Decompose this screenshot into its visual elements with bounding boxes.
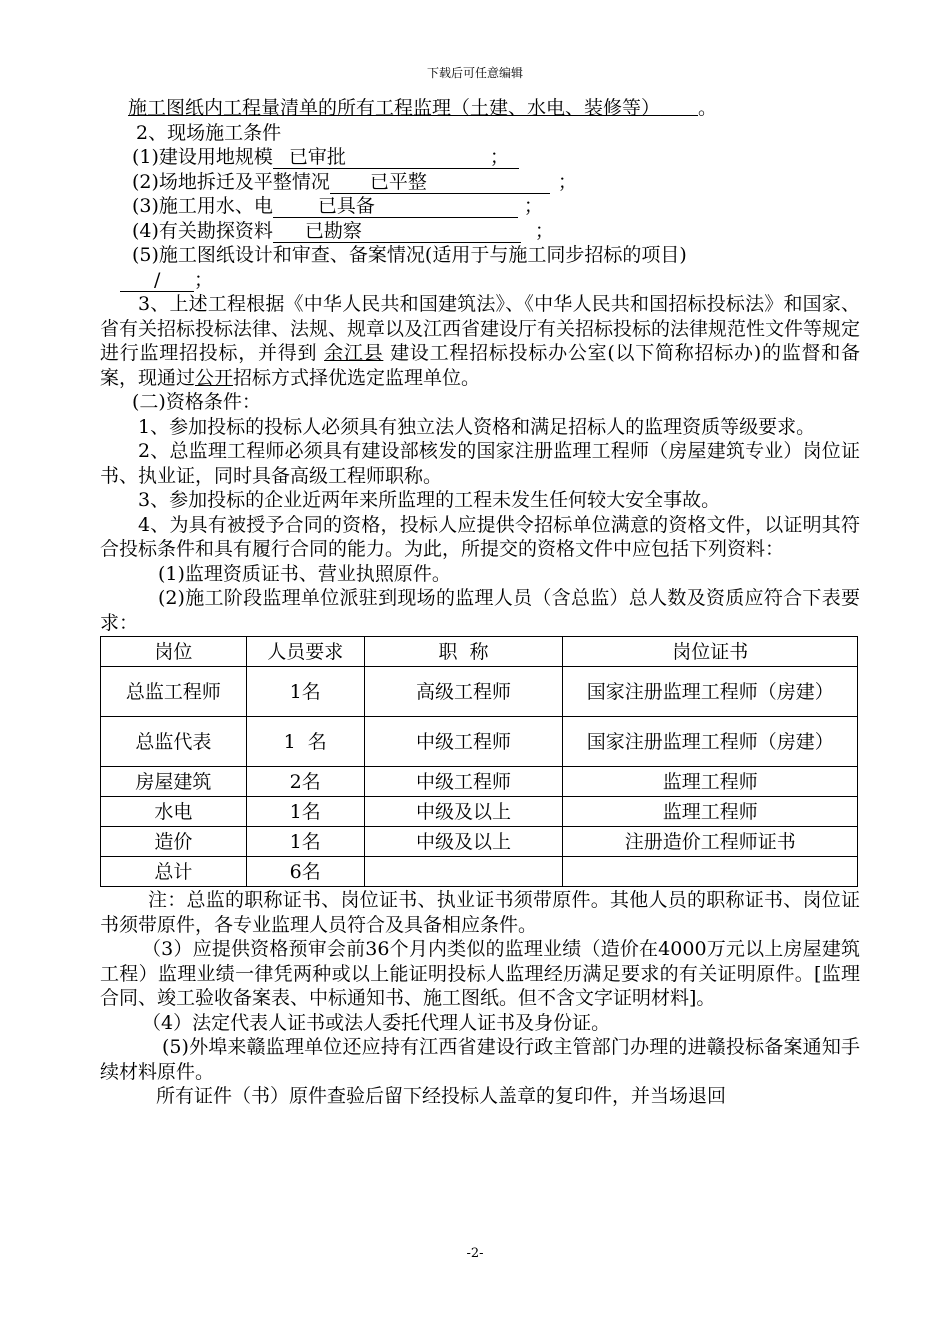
table-row: 房屋建筑 2名 中级工程师 监理工程师 (101, 767, 858, 797)
page-header: 下载后可任意编辑 (426, 66, 523, 80)
header-cell: 人员要求 (246, 637, 364, 667)
paragraph-3: 3、上述工程根据《中华人民共和国建筑法》、《中华人民共和国招标投标法》和国家、省有关招标投标法律、法规、规章以及江西省建设厅有关招标投标的法律规范性文件等规定进行监理招投标，并得到 余江县 建设工程招标投标办公室(以下简称招标办)的监督和备案，现通过公开招标方式择优选定监理单位。 (100, 293, 861, 389)
page-number: -2- (466, 1246, 484, 1261)
header-cell: 岗位 (101, 637, 247, 667)
site-conditions-title: 2、现场施工条件 (136, 121, 282, 144)
condition-5-value: / (120, 270, 194, 292)
condition-2: (2)场地拆迁及平整情况 已平整 ； (132, 170, 577, 193)
document-item-5: (5)外埠来赣监理单位还应持有江西省建设行政主管部门办理的进赣投标备案通知手续材料原件。 (100, 1036, 860, 1083)
qualification-title: (二)资格条件： (132, 391, 261, 413)
scope-line (100, 96, 860, 121)
condition-5-value-line: / ； (100, 268, 860, 293)
condition-2-value: 已平整 (330, 172, 550, 194)
document-item-3: （3）应提供资格预审会前36个月内类似的监理业绩（造价在4000万元以上房屋建筑工程）监理业绩一律凭两种或以上能证明投标人监理经历满足要求的有关证明原件。[监理合同、竣工验收备案表、中标通知书、施工图纸。但不含文字证明材料]。 (100, 938, 860, 1009)
condition-3: (3)施工用水、电 已具备 ； (132, 195, 543, 217)
document-item-1: (1)监理资质证书、营业执照原件。 (158, 562, 451, 585)
personnel-table (100, 636, 858, 887)
scope-text: 施工图纸内工程量清单的所有工程监理（土建、水电、装修等） (128, 97, 661, 119)
header-cell: 岗位证书 (563, 637, 858, 667)
condition-4: (4)有关勘探资料 已勘察 ； (132, 219, 554, 242)
table-row: 总监代表 1 名 中级工程师 国家注册监理工程师（房建） (101, 717, 858, 767)
tender-method: 公开 (195, 366, 234, 389)
document-body (100, 96, 860, 1109)
table-header-row (101, 637, 858, 667)
condition-1-value: 已审批 ； (273, 147, 519, 169)
table-row: 造价 1名 中级及以上 注册造价工程师证书 (101, 827, 858, 857)
document-item-2: (2)施工阶段监理单位派驻到现场的监理人员（含总监）总人数及资质应符合下表要求： (100, 587, 860, 634)
condition-3-value: 已具备 (273, 196, 518, 218)
scope-end: 。 (698, 97, 718, 119)
condition-5: (5)施工图纸设计和审查、备案情况(适用于与施工同步招标的项目) (132, 244, 687, 266)
table-row: 水电 1名 中级及以上 监理工程师 (101, 797, 858, 827)
qualification-4: 4、为具有被授予合同的资格，投标人应提供令招标单位满意的资格文件，以证明其符合投标条件和具有履行合同的能力。为此，所提交的资格文件中应包括下列资料： (100, 513, 860, 560)
final-paragraph: 所有证件（书）原件查验后留下经投标人盖章的复印件，并当场退回 (156, 1085, 727, 1107)
table-row: 总监工程师 1名 高级工程师 国家注册监理工程师（房建） (101, 667, 858, 717)
qualification-2: 2、总监理工程师必须具有建设部核发的国家注册监理工程师（房屋建筑专业）岗位证书、执业证，同时具备高级工程师职称。 (100, 440, 860, 487)
county-name: 余江县 (324, 342, 384, 364)
header-cell: 职 称 (364, 637, 563, 667)
table-note: 注：总监的职称证书、岗位证书、执业证书须带原件。其他人员的职称证书、岗位证书须带原件，各专业监理人员符合及具备相应条件。 (100, 889, 860, 936)
document-item-4: （4）法定代表人证书或法人委托代理人证书及身份证。 (142, 1011, 611, 1034)
condition-4-value: 已勘察 (273, 221, 521, 243)
table-row: 总计 6名 (101, 857, 858, 887)
condition-1: (1)建设用地规模 已审批 ； (100, 145, 860, 170)
qualification-3: 3、参加投标的企业近两年来所监理的工程未发生任何较大安全事故。 (138, 489, 721, 511)
qualification-1: 1、参加投标的投标人必须具有独立法人资格和满足招标人的监理资质等级要求。 (138, 415, 816, 438)
